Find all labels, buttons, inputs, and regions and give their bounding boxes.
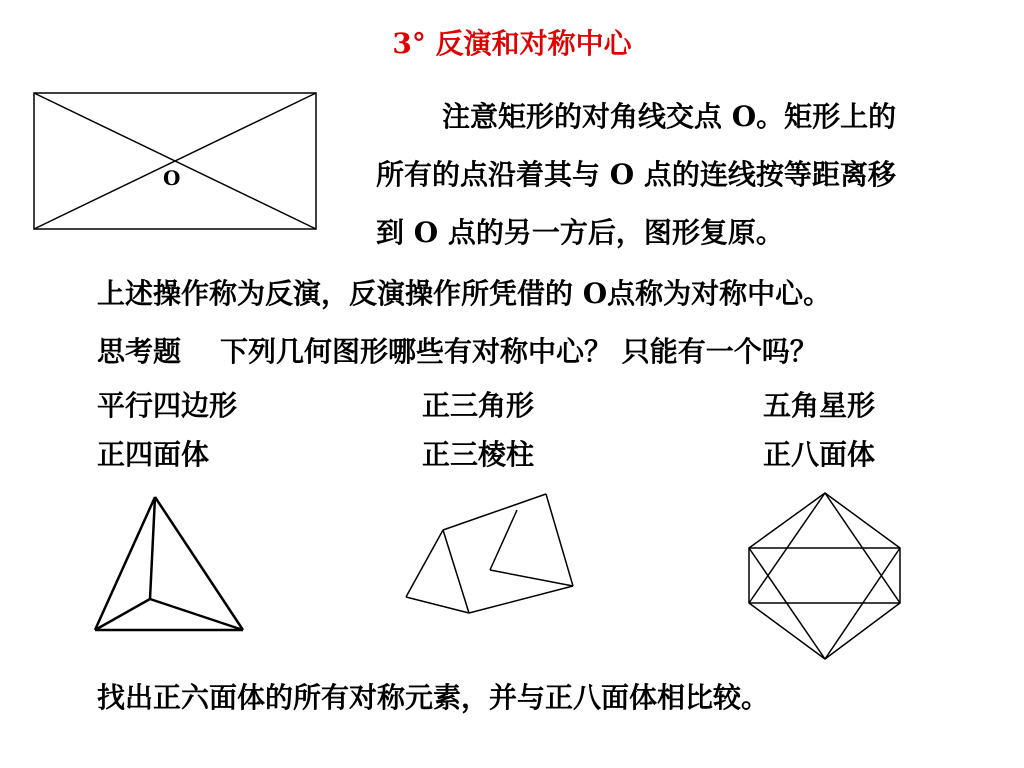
- shape-tetrahedron: 正四面体: [97, 438, 210, 471]
- tetrahedron-figure: [95, 497, 243, 630]
- description-line-2: 所有的点沿着其与 O 点的连线按等距离移: [376, 158, 896, 191]
- shape-parallelogram: 平行四边形: [97, 389, 238, 422]
- title-text: 反演和对称中心: [435, 27, 632, 60]
- question-text: 思考题 下列几何图形哪些有对称中心？ 只能有一个吗？: [97, 335, 818, 368]
- exercise-text: 找出正六面体的所有对称元素，并与正八面体相比较。: [97, 681, 770, 714]
- shape-equilateral-triangle: 正三角形: [422, 389, 535, 422]
- description-line-1: 注意矩形的对角线交点 O。矩形上的: [442, 100, 897, 133]
- octahedron-figure: [749, 493, 900, 659]
- rectangle-figure: [34, 93, 316, 229]
- center-point-label: O: [163, 166, 181, 190]
- description-line-3: 到 O 点的另一方后，图形复原。: [376, 216, 784, 249]
- title-number: 3°: [392, 27, 426, 60]
- shape-octahedron: 正八面体: [763, 438, 876, 471]
- shape-triangular-prism: 正三棱柱: [422, 438, 535, 471]
- shape-pentagram: 五角星形: [763, 389, 876, 422]
- prism-figure: [406, 494, 573, 613]
- definition-text: 上述操作称为反演，反演操作所凭借的 O点称为对称中心。: [97, 277, 832, 310]
- description-paragraph: [376, 88, 1016, 262]
